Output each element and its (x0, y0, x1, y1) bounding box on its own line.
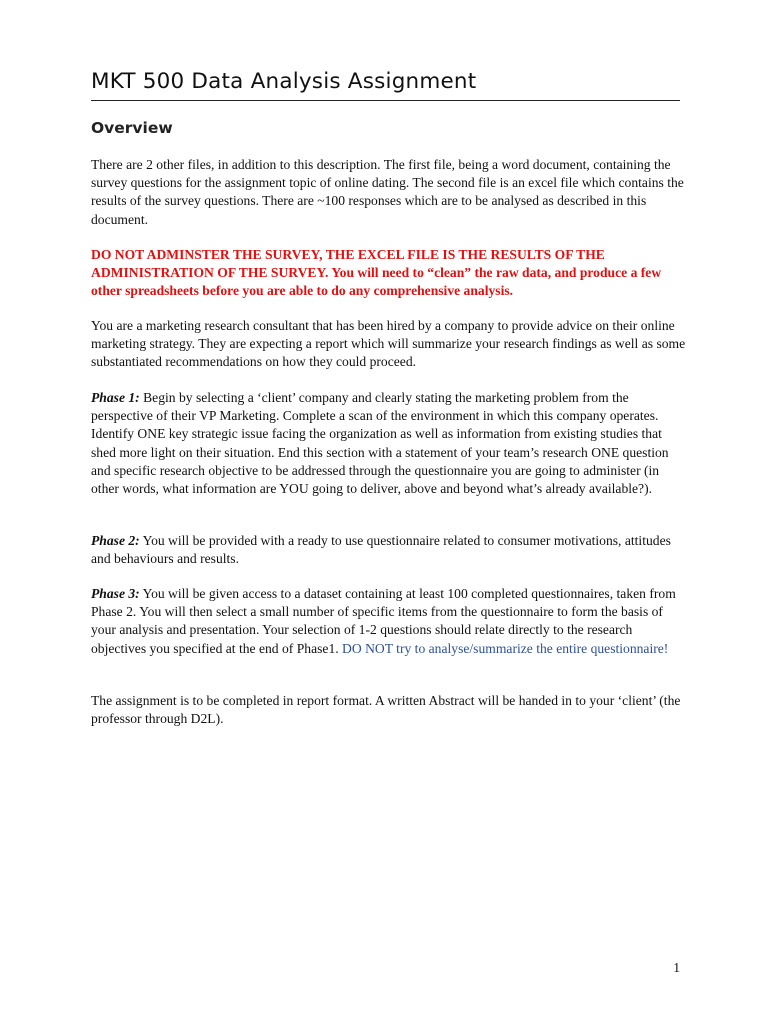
document-title: MKT 500 Data Analysis Assignment (91, 68, 680, 101)
consultant-paragraph: You are a marketing research consultant that has been hired by a company to provide advice on their online marketing strategy. They are expecting a report which will summarize your research findings as well as some substantiated recommendations on how they could proceed. (91, 318, 686, 370)
warning-instruction: You will need to “clean” the raw data, and produce a few other spreadsheets before you are able to do any comprehensive analysis. (91, 265, 662, 298)
warning-paragraph (91, 246, 689, 300)
phase3-text: You will be given access to a dataset containing at least 100 completed questionnaires, taken from Phase 2. You will then select a small number of specific items from the questionnaire to form the basis of your analysis and presentation. Your selection of 1-2 questions should relate directly to the research objectives you specified at the end of Phase1. (91, 586, 676, 656)
page-number: 1 (673, 960, 680, 975)
phase1-label: Phase 1: (91, 390, 140, 405)
closing-paragraph: The assignment is to be completed in report format. A written Abstract will be handed in to your ‘client’ (the professor through D2L). (91, 693, 681, 727)
phase1-text: Begin by selecting a ‘client’ company and clearly stating the marketing problem from the perspective of their VP Marketing. Complete a scan of the environment in which this company operates. Identify ONE key strategic issue facing the organization as well as information from existing studies that shed more light on their situation. End this section with a statement of your team’s research ONE question and specific research objective to be addressed through the questionnaire you are going to administer (in other words, what information are YOU going to deliver, above and beyond what’s already available?). (91, 390, 669, 497)
overview-heading: Overview (91, 119, 173, 137)
phase1-paragraph (91, 389, 689, 498)
warning-caps: DO NOT ADMINSTER THE SURVEY, THE EXCEL FILE IS THE RESULTS OF THE ADMINISTRATION OF THE SURVEY. (91, 247, 605, 280)
phase2-text: You will be provided with a ready to use questionnaire related to consumer motivations, attitudes and behaviours and results. (91, 533, 671, 567)
phase2-paragraph (91, 532, 689, 568)
phase3-paragraph (91, 585, 689, 658)
intro-paragraph: There are 2 other files, in addition to this description. The first file, being a word document, containing the survey questions for the assignment topic of online dating. The second file is an excel file which contains the results of the survey questions. There are ~100 responses which are to be analysed as described in this document. (91, 157, 684, 227)
phase3-note: DO NOT try to analyse/summarize the entire questionnaire! (342, 640, 669, 656)
phase2-label: Phase 2: (91, 533, 140, 548)
phase3-label: Phase 3: (91, 586, 140, 601)
